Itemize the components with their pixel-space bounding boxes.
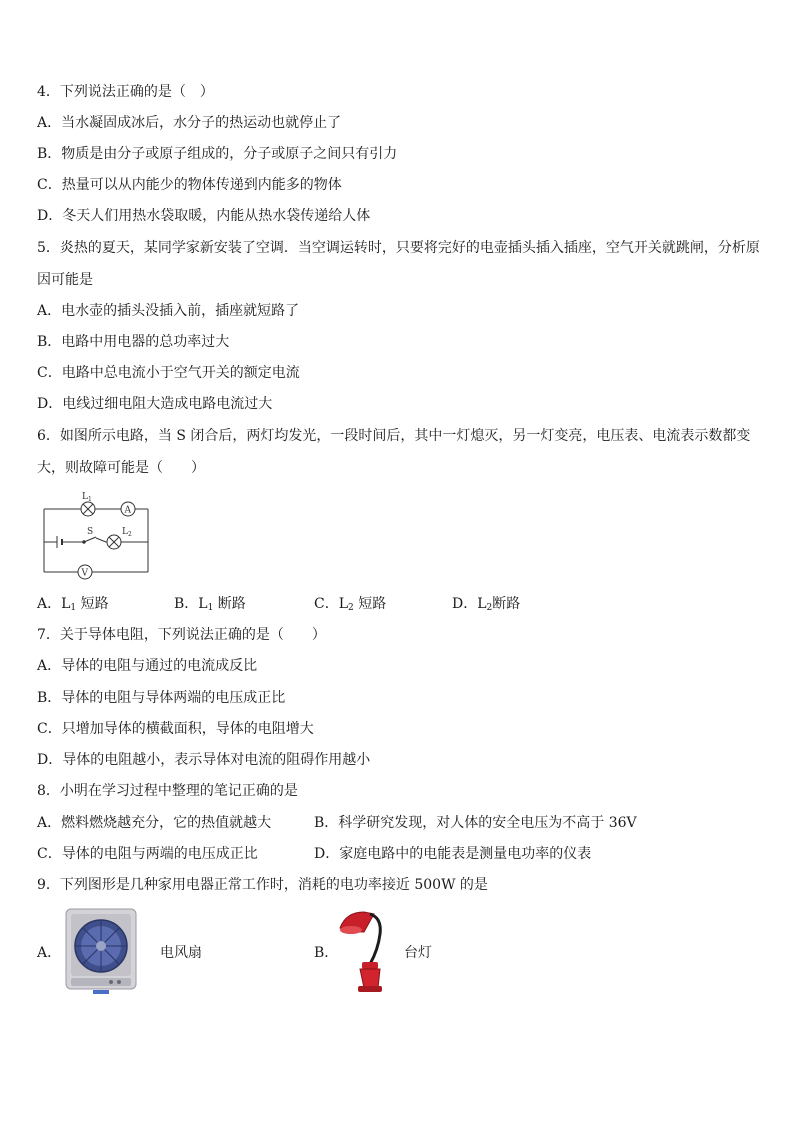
q9-option-a-label: 电风扇 bbox=[160, 945, 202, 961]
q7-option-b: B．导体的电阻与导体两端的电压成正比 bbox=[37, 690, 286, 706]
q9-stem: 9．下列图形是几种家用电器正常工作时，消耗的电功率接近 500W 的是 bbox=[37, 877, 488, 893]
q5-stem-line2: 因可能是 bbox=[37, 272, 93, 288]
switch-symbol bbox=[83, 537, 96, 543]
q7-stem: 7．关于导体电阻，下列说法正确的是（ ） bbox=[37, 627, 326, 643]
q5-option-b: B．电路中用电器的总功率过大 bbox=[37, 334, 230, 350]
lamp-l2-label: $L_2$ bbox=[122, 527, 132, 538]
q8-option-d: D．家庭电路中的电能表是测量电功率的仪表 bbox=[314, 846, 592, 862]
q4-option-c: C．热量可以从内能少的物体传递到内能多的物体 bbox=[37, 177, 342, 193]
voltmeter-label: V bbox=[81, 568, 88, 579]
q4-option-b: B．物质是由分子或原子组成的，分子或原子之间只有引力 bbox=[37, 146, 398, 162]
q6-option-d: D．$L_2$断路 bbox=[452, 596, 521, 613]
circuit-diagram bbox=[40, 490, 154, 582]
q5-option-a: A．电水壶的插头没插入前，插座就短路了 bbox=[37, 303, 300, 319]
desk-lamp-image bbox=[334, 906, 394, 996]
q9-option-a-letter: A． bbox=[37, 945, 62, 961]
q8-option-a: A．燃料燃烧越充分，它的热值就越大 bbox=[37, 815, 272, 831]
electric-fan-image bbox=[63, 906, 139, 996]
q6-option-b: B．$L_1$ 断路 bbox=[174, 596, 246, 613]
switch-label: S bbox=[87, 527, 94, 537]
q7-option-a: A．导体的电阻与通过的电流成反比 bbox=[37, 658, 258, 674]
lamp-l1-symbol bbox=[81, 502, 95, 516]
q8-option-c: C．导体的电阻与两端的电压成正比 bbox=[37, 846, 258, 862]
q4-stem: 4．下列说法正确的是（ ） bbox=[37, 84, 214, 100]
q6-option-a: A．$L_1$ 短路 bbox=[37, 596, 109, 613]
q5-option-c: C．电路中总电流小于空气开关的额定电流 bbox=[37, 365, 300, 381]
q9-option-b-label: 台灯 bbox=[404, 945, 432, 961]
ammeter-label: A bbox=[124, 505, 131, 516]
q7-option-c: C．只增加导体的横截面积，导体的电阻增大 bbox=[37, 721, 314, 737]
q8-stem: 8．小明在学习过程中整理的笔记正确的是 bbox=[37, 783, 298, 799]
q5-stem-line1: 5．炎热的夏天，某同学家新安装了空调．当空调运转时，只要将完好的电壶插头插入插座，空气开关就跳闸，分析原 bbox=[37, 240, 760, 256]
q4-option-a: A．当水凝固成冰后，水分子的热运动也就停止了 bbox=[37, 115, 342, 131]
q9-option-b-letter: B． bbox=[314, 945, 339, 961]
q6-stem-line1: 6．如图所示电路，当 S 闭合后，两灯均发光，一段时间后，其中一灯熄灭，另一灯变亮，电压表、电流表示数都变 bbox=[37, 428, 751, 444]
q5-option-d: D．电线过细电阻大造成电路电流过大 bbox=[37, 396, 273, 412]
q4-option-d: D．冬天人们用热水袋取暖，内能从热水袋传递给人体 bbox=[37, 208, 371, 224]
lamp-l1-label: $L_1$ bbox=[82, 492, 92, 503]
q6-option-c: C．$L_2$ 短路 bbox=[314, 596, 387, 613]
q6-stem-line2: 大，则故障可能是（ ） bbox=[37, 460, 205, 476]
lamp-l2-symbol bbox=[107, 535, 121, 549]
q8-option-b: B．科学研究发现，对人体的安全电压为不高于 36V bbox=[314, 815, 637, 831]
q7-option-d: D．导体的电阻越小，表示导体对电流的阻碍作用越小 bbox=[37, 752, 371, 768]
